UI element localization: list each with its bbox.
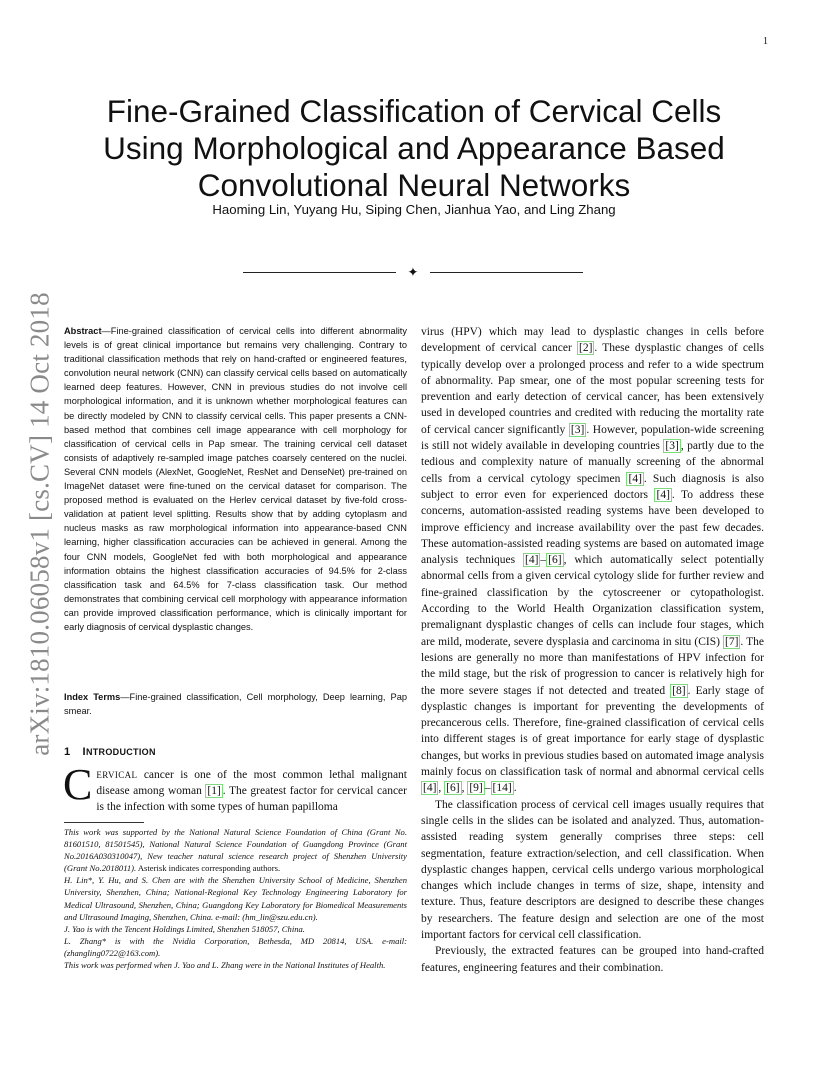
body-paragraph: The classification process of cervical cell images usually requires that single cells in the slides can be isolated and analyzed. Thus, automation-assisted reading system generally comprises three steps: cell segmentation, feature extraction/selection, and cell classification. When dysplastic changes happen, cervical cells undergo various morphological changes which include changes in terms of size, shape, intensity and texture. Thus, feature descriptors are designed to describe these changes by researchers. The feature design and selection are one of the most important factors for cervical cell classification.: [421, 798, 764, 941]
title-line: Using Morphological and Appearance Based: [103, 130, 725, 167]
title-separator: [243, 262, 583, 282]
body-text: . However, population-wide screening is still not widely available in developing countries: [421, 423, 765, 453]
paper-title: [64, 93, 764, 204]
body-text: , which automatically select potentially abnormal cells from a given cervical cytology slide for further review and fine-grained classification by the cytoscreener or cytopathologist. According to the World Health Organization classification system, premalignant dysplastic changes of cells can include four stages, which are mild, moderate, severe dysplasia and carcinoma in situ (CIS): [421, 554, 764, 648]
body-paragraph: [421, 324, 764, 797]
intro-text-part: cancer is one of the most common lethal malignant disease among woman: [96, 769, 407, 798]
separator-line-right: [430, 272, 583, 273]
body-text: ,: [461, 782, 468, 795]
citation-link[interactable]: [6]: [548, 554, 562, 567]
right-column: [421, 324, 764, 976]
body-text: . To address these concerns, automation-assisted reading systems have been developed to improve efficiency and increase availability over the past few decades. These automation-assisted reading systems are based on automated image analysis techniques: [421, 488, 764, 567]
citation-link[interactable]: [4]: [423, 782, 437, 795]
body-text: . Early stage of dysplastic changes is important for preventing the developments of precancerous cells. Therefore, fine-grained classification of cervical cells into different stages is of great importance for early stage of dysplastic changes, but works in previous studies based on automated image analysis mainly focus on classification task of normal and abnormal cervical cells: [421, 684, 764, 779]
body-text: . The lesions are generally no more than manifestations of HPV infection for the mild stage, but the risk of progression to cancer is relatively high for the more severe stages if not detected and treated: [421, 635, 765, 697]
arxiv-identifier-stamp: arXiv:1810.06058v1 [cs.CV] 14 Oct 2018: [24, 292, 55, 756]
citation-link[interactable]: [1]: [207, 785, 221, 798]
intro-smallcaps: ERVICAL: [96, 770, 138, 780]
body-text: . These dysplastic changes of cells typically develop over a prolonged process and refer to a wide spectrum of abnormality. Pap smear, one of the most popular screening tests for prevention and early detection of cervical cancer, has been extensively used in developed countries and credited with reducing the mortality rate of cervical cancer significantly: [421, 342, 764, 436]
body-paragraph: Previously, the extracted features can be grouped into hand-crafted features, engineering features and their combination.: [421, 945, 764, 974]
abstract-text: —Fine-grained classification of cervical cells into different abnormality levels is of great clinical importance but remains very challenging. Contrary to traditional classification methods that rely on hand-crafted or engineered features, convolution neural network (CNN) can classify cervical cells based on automatically learned deep features. However, CNN in previous studies do not involve cell morphological information, and it is unknown whether morphological features can be directly modeled by CNN to classify cervical cells. This paper presents a CNN-based method that combines cell image appearance with cell morphology for classification of cervical cells in Pap smear. The training cervical cell dataset consists of adaptively re-sampled image patches coarsely centered on the nuclei. Several CNN models (AlexNet, GoogleNet, ResNet and DenseNet) pre-trained on ImageNet dataset were fine-tuned on the cervical dataset for comparison. The proposed method is evaluated on the Herlev cervical dataset by five-fold cross-validation at patient level splitting. Results show that by adding cytoplasm and nucleus masks as raw morphological information into appearance-based CNN learning, higher classification accuracies can be achieved in general. Among the four CNN models, GoogleNet fed with both morphological and appearance information obtains the highest classification accuracies of 94.5% for 2-class classification task and 64.5% for 7-class classification task. Our method demonstrates that combining cervical cell morphology with appearance information can provide improved classification performance, which is clinically important for early diagnosis of cervical dysplastic changes.: [64, 326, 407, 632]
body-text: . Such diagnosis is also subject to error even for experienced doctors: [421, 472, 765, 501]
section-heading-introduction: [64, 746, 156, 758]
body-text: –: [540, 554, 547, 567]
separator-line-left: [243, 272, 396, 273]
citation-link[interactable]: [14]: [492, 782, 512, 795]
index-terms-text: —Fine-grained classification, Cell morphology, Deep learning, Pap smear.: [64, 692, 407, 717]
footnote-affiliation: L. Zhang* is with the Nvidia Corporation, Bethesda, MD 20814, USA. e-mail: (zhangling0722@163.com).: [64, 935, 407, 958]
footnote-funding: [64, 826, 407, 874]
drop-cap: C: [63, 760, 93, 809]
citation-link[interactable]: [3]: [665, 440, 679, 453]
intro-text-part: . The greatest factor for cervical cancer is the infection with some types of human papilloma: [96, 785, 407, 814]
citation-link[interactable]: [6]: [446, 782, 460, 795]
footnote-affiliation: J. Yao is with the Tencent Holdings Limited, Shenzhen 518057, China.: [64, 923, 305, 934]
body-text: virus (HPV) which may lead to dysplastic changes in cells before development of cervical cancer: [421, 326, 764, 355]
body-text: .: [513, 782, 517, 795]
separator-diamond-icon: ✦: [407, 264, 419, 280]
citation-link[interactable]: [2]: [578, 342, 593, 355]
body-text: ,: [438, 782, 445, 795]
citation-link[interactable]: [4]: [628, 472, 642, 485]
page-number: 1: [763, 36, 768, 47]
footnotes: [64, 826, 407, 971]
citation-link[interactable]: [4]: [656, 488, 670, 501]
footnote-asterisk-note: Asterisk indicates corresponding authors.: [136, 863, 281, 874]
body-text: –: [484, 782, 491, 795]
citation-link[interactable]: [9]: [469, 782, 483, 795]
footnote-note: This work was performed when J. Yao and L. Zhang were in the National Institutes of Health.: [64, 960, 386, 971]
title-line: Convolutional Neural Networks: [197, 167, 631, 204]
abstract: [64, 324, 407, 634]
body-text: , partly due to the tedious and complexity nature of manually screening of the abnormal cells from a cervical cytology specimen: [421, 440, 764, 485]
introduction-paragraph: [63, 760, 407, 816]
citation-link[interactable]: [7]: [724, 635, 739, 648]
index-terms-label: Index Terms: [64, 692, 121, 702]
section-number: 1: [64, 746, 71, 758]
footnote-funding-text: This work was supported by the National Natural Science Foundation of China (Grant No. 81601510, 81501545), National Natural Science Foundation of Guangdong Province (Grant No.2016A030310047), New teacher natural science research project of Shenzhen University (Grant No.2018011).: [64, 827, 407, 874]
section-title-first-letter: I: [82, 746, 86, 758]
citation-link[interactable]: [8]: [672, 684, 686, 697]
title-line: Fine-Grained Classification of Cervical Cells: [106, 93, 722, 130]
footnote-affiliation: H. Lin*, Y. Hu, and S. Chen are with the Shenzhen University School of Medicine, Shenzhen University, Shenzhen, China; National-Regional Key Technology Engineering Laboratory for Medical Ultrasound, Shenzhen, China; Guangdong Key Laboratory for Biomedical Measurements and Ultrasound Imaging, Shenzhen, China. e-mail: (hm_lin@szu.edu.cn).: [64, 875, 407, 922]
section-title-rest: NTRODUCTION: [85, 747, 156, 757]
citation-link[interactable]: [3]: [570, 423, 585, 436]
index-terms: [64, 690, 407, 718]
author-list: Haoming Lin, Yuyang Hu, Siping Chen, Jianhua Yao, and Ling Zhang: [212, 202, 616, 217]
footnote-rule: [64, 822, 144, 823]
abstract-label: Abstract: [64, 326, 102, 336]
citation-link[interactable]: [4]: [524, 554, 539, 567]
